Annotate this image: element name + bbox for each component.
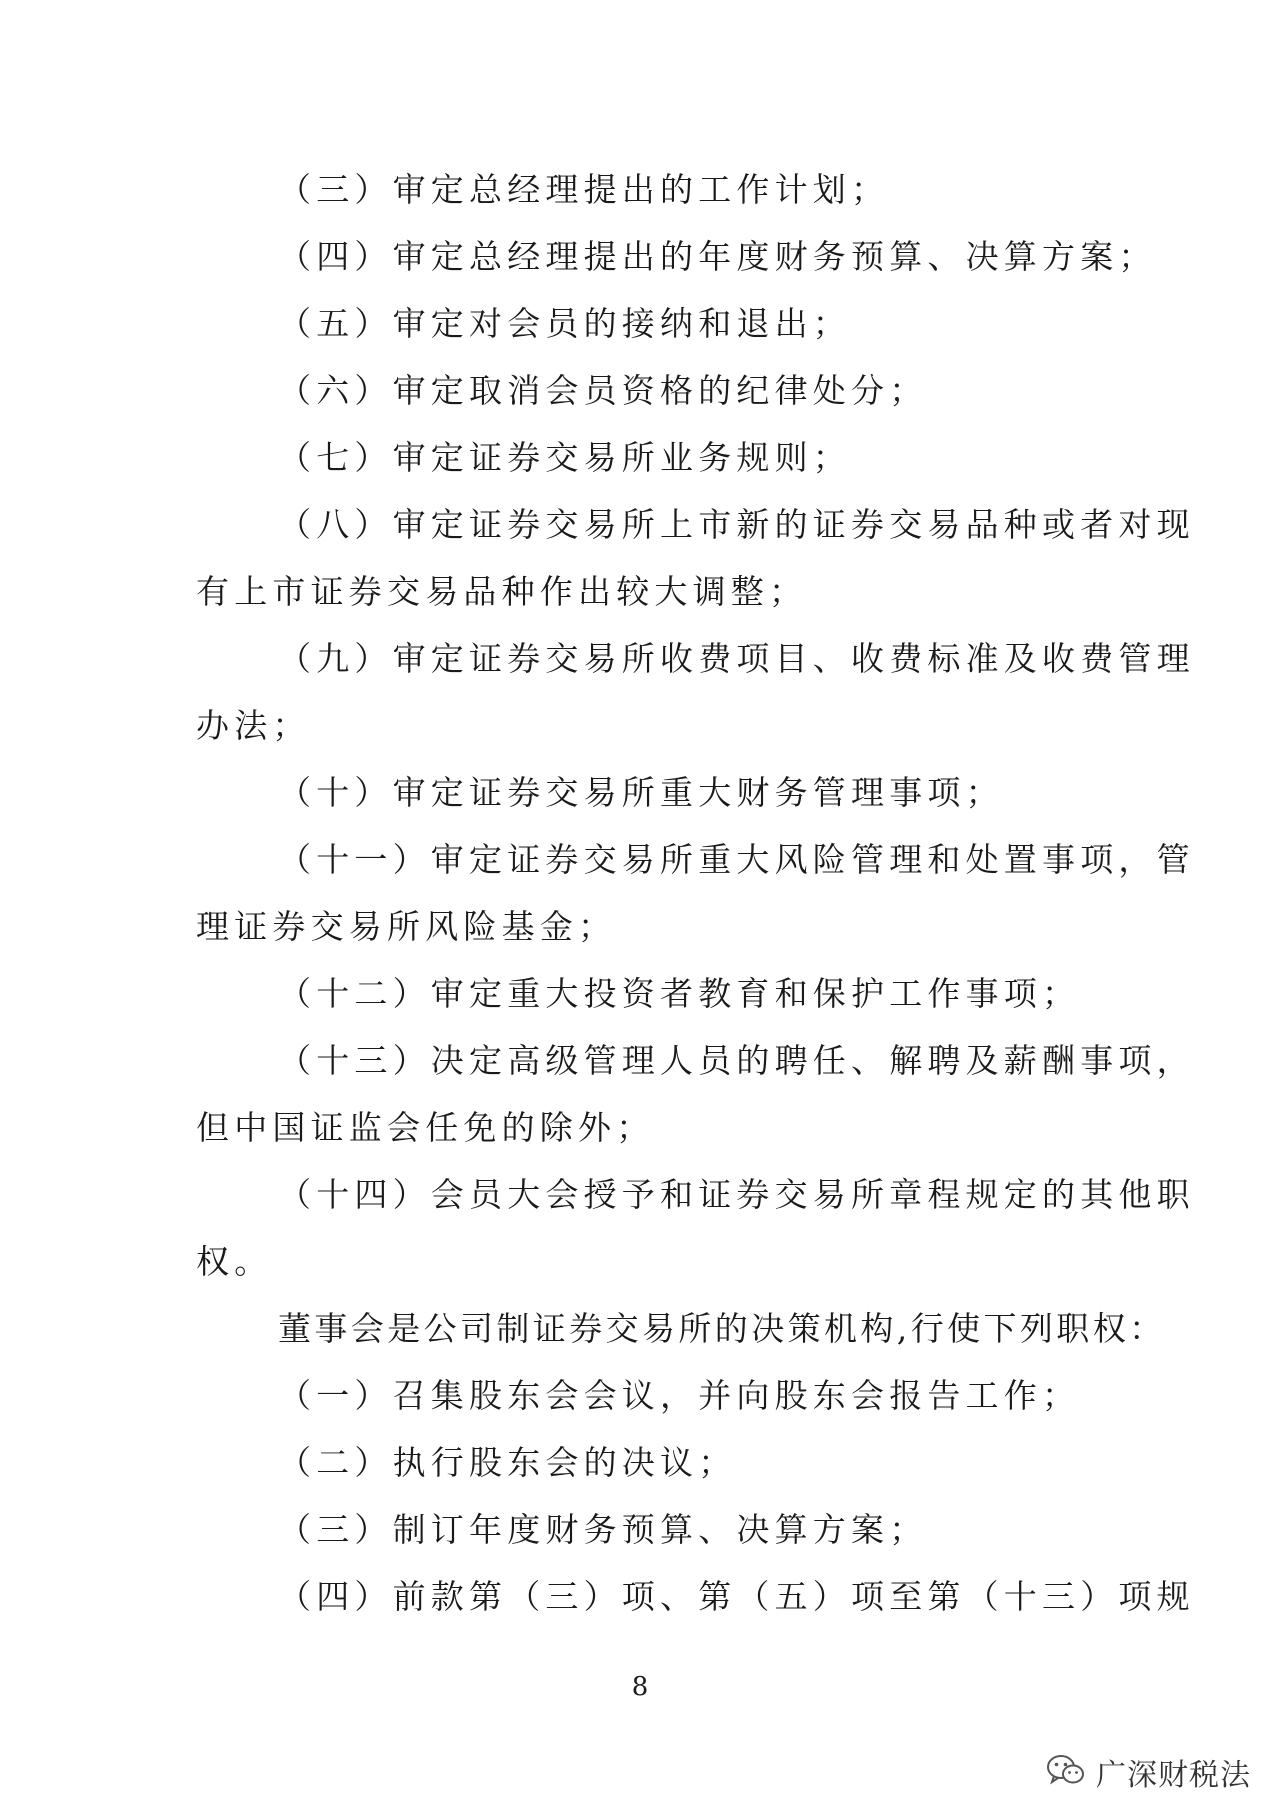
body-line: （六）审定取消会员资格的纪律处分； <box>278 371 928 410</box>
body-line: （四）前款第（三）项、第（五）项至第（十三）项规 <box>278 1577 1195 1616</box>
body-line: （三）制订年度财务预算、决算方案； <box>278 1510 928 1549</box>
body-line: （五）审定对会员的接纳和退出； <box>278 304 851 343</box>
body-line: （九）审定证券交易所收费项目、收费标准及收费管理 <box>278 639 1195 678</box>
body-line: （十三）决定高级管理人员的聘任、解聘及薪酬事项， <box>278 1041 1195 1080</box>
body-line: 董事会是公司制证券交易所的决策机构,行使下列职权： <box>278 1309 1166 1348</box>
body-line: （十）审定证券交易所重大财务管理事项； <box>278 773 1004 812</box>
body-line: （四）审定总经理提出的年度财务预算、决算方案； <box>278 237 1157 276</box>
body-line: （三）审定总经理提出的工作计划； <box>278 170 890 209</box>
wechat-icon <box>1046 1753 1086 1791</box>
body-line: 权。 <box>196 1242 273 1281</box>
body-line: （八）审定证券交易所上市新的证券交易品种或者对现 <box>278 505 1195 544</box>
body-line: 但中国证监会任免的除外； <box>196 1108 655 1147</box>
body-line: （七）审定证券交易所业务规则； <box>278 438 851 477</box>
page-number: 8 <box>631 1672 649 1702</box>
body-line: 理证券交易所风险基金； <box>196 907 617 946</box>
body-line: 有上市证券交易品种作出较大调整； <box>196 572 808 611</box>
body-line: （十一）审定证券交易所重大风险管理和处置事项，管 <box>278 840 1195 879</box>
body-line: （二）执行股东会的决议； <box>278 1443 737 1482</box>
body-line: 办法； <box>196 706 311 745</box>
body-line: （十四）会员大会授予和证券交易所章程规定的其他职 <box>278 1175 1195 1214</box>
watermark-text: 广深财税法 <box>1096 1758 1251 1793</box>
watermark <box>1046 1752 1251 1792</box>
body-line: （一）召集股东会会议，并向股东会报告工作； <box>278 1376 1081 1415</box>
body-line: （十二）审定重大投资者教育和保护工作事项； <box>278 974 1081 1013</box>
